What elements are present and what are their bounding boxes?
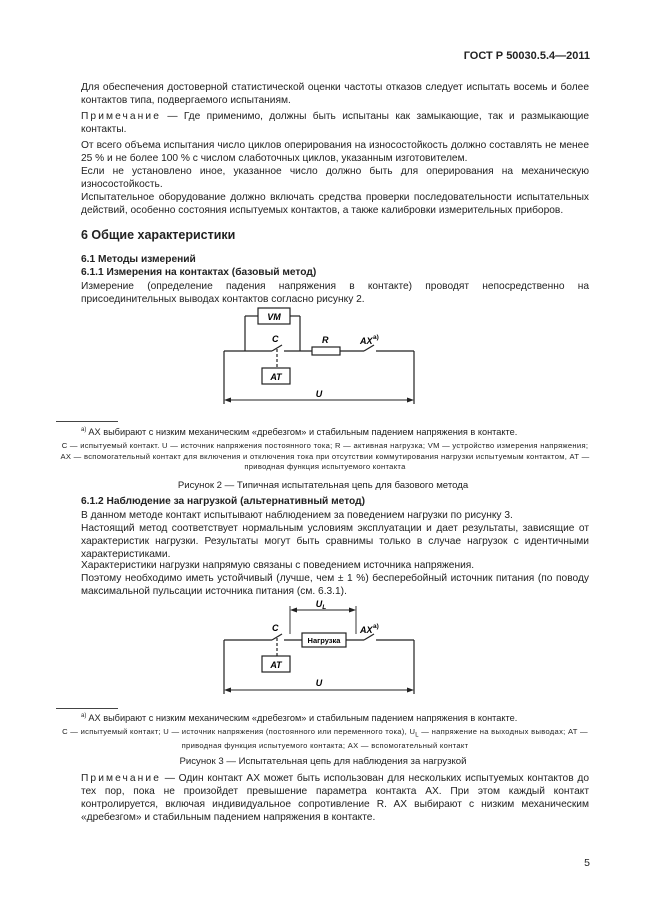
section-6-1-2-heading: 6.1.2 Наблюдение за нагрузкой (альтернативный метод) bbox=[81, 496, 366, 507]
figure-2-circuit bbox=[0, 300, 646, 410]
fig2-r-label: R bbox=[322, 335, 329, 345]
note-2-label: Примечание bbox=[81, 773, 161, 784]
section-6-1-1-heading: 6.1.1 Измерения на контактах (базовый метод) bbox=[81, 267, 317, 278]
fig2-ax-superscript: a) bbox=[373, 334, 379, 341]
paragraph-cycles: От всего объема испытания число циклов оперирования на износостойкость должно составлять не менее 25 % и не более 100 % с числом слаботочных циклов, указанным изготовителем. bbox=[81, 140, 589, 164]
section-6-1-2-p4: Поэтому необходимо иметь устойчивый (лучше, чем ± 1 %) бесперебойный источник питания (по поводу максимальной пульсации источника питания (см. 6.3.1). bbox=[81, 573, 589, 597]
note-2 bbox=[81, 772, 589, 824]
fig3-at-label: AT bbox=[270, 660, 282, 670]
fig2-footnote: $^{a)}$ AX выбирают с низким механическим «дребезгом» и стабильным падением напряжения в контакте. bbox=[81, 427, 518, 438]
fig2-u-label: U bbox=[315, 389, 323, 399]
figure-3-caption: Рисунок 3 — Испытательная цепь для наблюдения за нагрузкой bbox=[179, 756, 467, 767]
figure-3-circuit bbox=[0, 596, 646, 700]
section-6-1-2-p2: Настоящий метод соответствует нормальным условиям эксплуатации и дает результаты, зависящие от характеристик нагрузки. Результаты могут быть сравнимы только в случае нагрузок с идентичными характеристиками. bbox=[81, 523, 589, 560]
fig3-legend: C — испытуемый контакт; U — источник напряжения (постоянного или переменного тока), $U_L$ — напряжение на выходных выводах; AT — приводная функция испытуемого контакта; AX — вспомогательный контакт bbox=[62, 727, 588, 751]
fig3-footnote: $^{a)}$ AX выбирают с низким механическим «дребезгом» и стабильным падением напряжения в контакте. bbox=[81, 713, 518, 724]
fig2-at-label: AT bbox=[270, 372, 282, 382]
note-2-text: — Один контакт AX может быть использован для нескольких испытуемых контактов до тех пор, пока не произойдет превышение параметра контакта AX. При этом каждый контакт контролируется, включая индивидуальное сопротивление R. AX выбирают с низким механическим «дребезгом» и стабильным падением напряжения в контакте. bbox=[81, 773, 589, 823]
fig3-ax-label: AX bbox=[360, 625, 373, 635]
standard-header: ГОСТ Р 50030.5.4—2011 bbox=[463, 50, 590, 62]
section-6-1-1-text: Измерение (определение падения напряжения в контакте) проводят непосредственно на присоединительных выводах контактов согласно рисунку 2. bbox=[81, 281, 589, 305]
fig2-ax-label: AX bbox=[360, 336, 373, 346]
fig3-load-label: Нагрузка bbox=[307, 636, 341, 645]
note-1-text: — Где применимо, должны быть испытаны как замыкающие, так и размыкающие контакты. bbox=[81, 111, 589, 135]
fig2-vm-label: VM bbox=[267, 312, 281, 322]
section-6-1-2-p1: В данном методе контакт испытывают наблюдением за поведением нагрузки по рисунку 3. bbox=[81, 510, 513, 521]
page-number: 5 bbox=[584, 857, 590, 869]
fig3-c-label: C bbox=[272, 623, 279, 633]
note-1-label: Примечание bbox=[81, 111, 161, 122]
fig2-c-label: C bbox=[272, 334, 279, 344]
note-1 bbox=[81, 110, 589, 136]
fig3-ax-superscript: a) bbox=[373, 623, 379, 630]
fig3-u-label: U bbox=[315, 678, 323, 688]
section-6-heading: 6 Общие характеристики bbox=[81, 228, 236, 242]
paragraph-failure-rate: Для обеспечения достоверной статистической оценки частоты отказов следует испытать восемь и более контактов типа, подвергаемого испытаниям. bbox=[81, 82, 589, 106]
paragraph-equipment: Испытательное оборудование должно включать средства проверки последовательности испытательных действий, особенно состояния испытуемых контактов, а также калибровки измерительных приборов. bbox=[81, 192, 589, 216]
fig3-ul-label: $U_L$ bbox=[315, 599, 327, 611]
paragraph-mechanical: Если не установлено иное, указанное число должно быть для оперирования на механическую износостойкость. bbox=[81, 166, 589, 190]
footnote-rule-fig2 bbox=[56, 421, 118, 422]
section-6-1-heading: 6.1 Методы измерений bbox=[81, 254, 196, 265]
section-6-1-2-p3: Характеристики нагрузки напрямую связаны с поведением источника напряжения. bbox=[81, 560, 475, 571]
figure-2-caption: Рисунок 2 — Типичная испытательная цепь для базового метода bbox=[177, 480, 469, 491]
footnote-rule-fig3 bbox=[56, 708, 118, 709]
fig2-legend: C — испытуемый контакт. U — источник напряжения постоянного тока; R — активная нагрузка; VM — устройство измерения напряжения; AX — вспомогательный контакт для включения и отключения тока при отсутствии коммутирования нагрузки испытуемым контактом, AT — приводная функция испытуемого контакта bbox=[60, 441, 590, 471]
